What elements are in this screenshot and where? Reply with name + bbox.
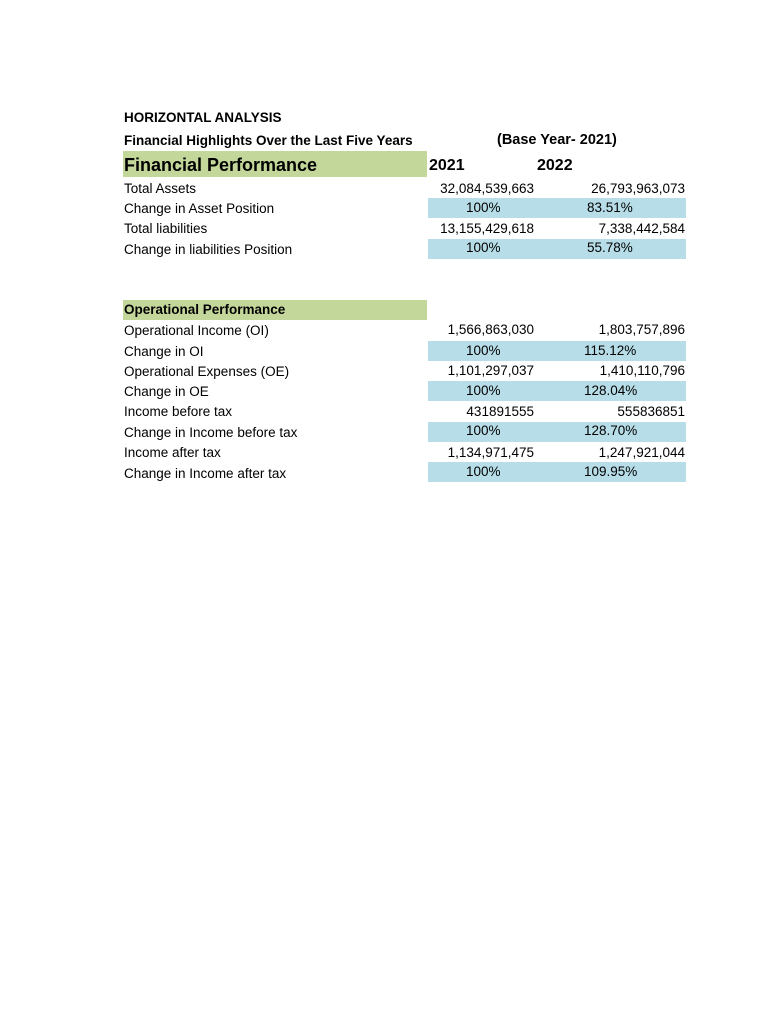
- row-label-income-after-tax: Income after tax: [124, 445, 221, 460]
- row-label-operational-income: Operational Income (OI): [124, 323, 269, 338]
- cell-oe-2021: 1,101,297,037: [447, 363, 534, 378]
- year-2021-header: 2021: [429, 157, 465, 174]
- cell-iat-2022: 1,247,921,044: [598, 445, 685, 460]
- row-label-change-asset: Change in Asset Position: [124, 201, 275, 216]
- cell-iat-2021: 1,134,971,475: [447, 445, 534, 460]
- cell-change-asset-2021: 100%: [466, 200, 501, 215]
- cell-total-liabilities-2021: 13,155,429,618: [440, 221, 534, 236]
- cell-change-liabilities-2022: 55.78%: [587, 240, 633, 255]
- cell-ibt-2021: 431891555: [466, 404, 534, 419]
- row-label-change-ibt: Change in Income before tax: [124, 425, 298, 440]
- cell-change-liabilities-2021: 100%: [466, 240, 501, 255]
- cell-change-asset-2022: 83.51%: [587, 200, 633, 215]
- cell-change-ibt-2021: 100%: [466, 423, 501, 438]
- cell-oi-2022: 1,803,757,896: [598, 322, 685, 337]
- report-title: HORIZONTAL ANALYSIS: [124, 110, 282, 125]
- cell-change-oi-2022: 115.12%: [584, 343, 637, 358]
- row-label-change-oi: Change in OI: [124, 344, 204, 359]
- cell-total-liabilities-2022: 7,338,442,584: [598, 221, 685, 236]
- cell-change-oe-2022: 128.04%: [584, 383, 638, 398]
- row-label-change-liabilities: Change in liabilities Position: [124, 242, 293, 257]
- cell-change-oi-2021: 100%: [466, 343, 501, 358]
- cell-total-assets-2022: 26,793,963,073: [591, 181, 685, 196]
- financial-section-title: Financial Performance: [124, 155, 318, 175]
- cell-change-iat-2021: 100%: [466, 464, 501, 479]
- cell-oi-2021: 1,566,863,030: [447, 322, 534, 337]
- row-label-change-oe: Change in OE: [124, 384, 209, 399]
- cell-total-assets-2021: 32,084,539,663: [440, 181, 534, 196]
- year-2022-header: 2022: [537, 157, 573, 174]
- row-label-operational-expenses: Operational Expenses (OE): [124, 364, 290, 379]
- row-label-change-iat: Change in Income after tax: [124, 466, 287, 481]
- cell-oe-2022: 1,410,110,796: [599, 363, 685, 378]
- report-subtitle: Financial Highlights Over the Last Five Years: [124, 133, 413, 148]
- row-label-income-before-tax: Income before tax: [124, 404, 233, 419]
- cell-ibt-2022: 555836851: [617, 404, 685, 419]
- base-year-note: (Base Year- 2021): [497, 132, 617, 148]
- row-label-total-liabilities: Total liabilities: [124, 221, 208, 236]
- row-label-total-assets: Total Assets: [124, 181, 197, 196]
- operational-section-title: Operational Performance: [124, 302, 286, 317]
- cell-change-ibt-2022: 128.70%: [584, 423, 638, 438]
- cell-change-iat-2022: 109.95%: [584, 464, 638, 479]
- cell-change-oe-2021: 100%: [466, 383, 501, 398]
